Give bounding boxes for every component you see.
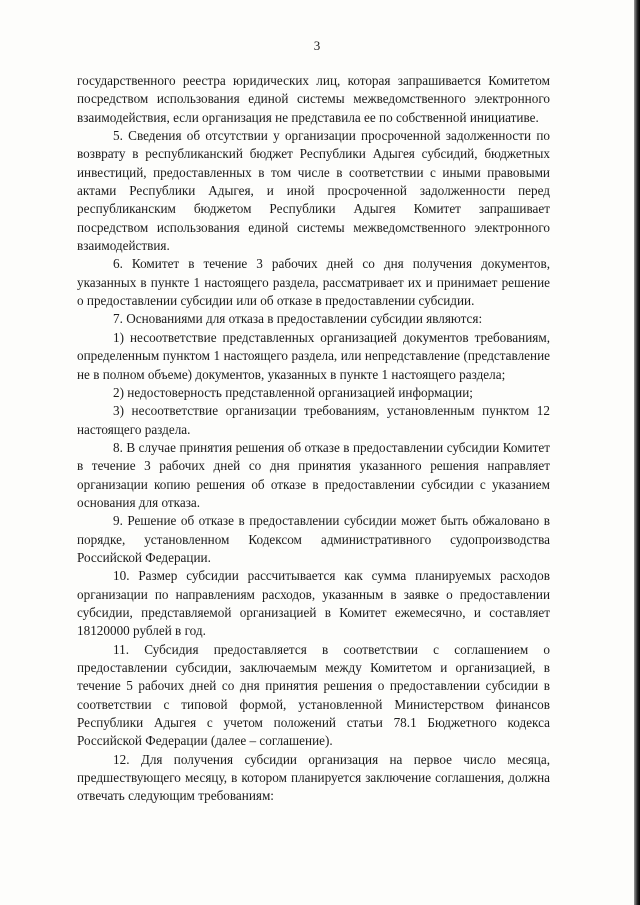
paragraph-6: 6. Комитет в течение 3 рабочих дней со дня получения документов, указанных в пункте 1 настоящего раздела, рассматривает их и принимает решение о предоставлении субсидии или об отказе в предоставлении субсидии.: [77, 256, 550, 309]
paragraph-5: 5. Сведения об отсутствии у организации просроченной задолженности по возврату в республиканский бюджет Республики Адыгея субсидий, бюджетных инвестиций, предоставленных в том числе в соответствии с иными правовыми актами Республики Адыгея, и иной просроченной задолженности перед республиканским бюджетом Республики Адыгея Комитет запрашивает посредством использования единой системы межведомственного электронного взаимодействия.: [77, 128, 550, 254]
paragraph-8: 8. В случае принятия решения об отказе в предоставлении субсидии Комитет в течение 3 рабочих дней со дня принятия указанного решения направляет организации копию решения об отказе в предоставлении субсидии с указанием основания для отказа.: [77, 439, 550, 510]
paragraph-7-item-3: 3) несоответствие организации требованиям, установленным пунктом 12 настоящего раздела.: [77, 403, 550, 437]
paragraph-7: 7. Основаниями для отказа в предоставлении субсидии являются:: [113, 311, 483, 327]
paragraph-7-item-2: 2) недостоверность представленной организацией информации;: [113, 384, 473, 400]
scan-page-edge: [634, 0, 640, 905]
document-body: [77, 72, 550, 806]
paragraph-9: 9. Решение об отказе в предоставлении субсидии может быть обжаловано в порядке, установленном Кодексом административного судопроизводства Российской Федерации.: [77, 513, 550, 565]
paragraph-10: 10. Размер субсидии рассчитывается как сумма планируемых расходов организации по направлениям расходов, указанным в заявке о предоставлении субсидии, представляемой организацией в Комитет ежемесячно, и составляет 18120000 рублей в год.: [77, 568, 550, 639]
page-number: 3: [313, 38, 321, 53]
paragraph-7-item-1: 1) несоответствие представленных организацией документов требованиям, определенным пунктом 1 настоящего раздела, или непредставление (представление не в полном объеме) документов, указанных в пункте 1 настоящего раздела;: [77, 329, 550, 382]
paragraph-12: 12. Для получения субсидии организация на первое число месяца, предшествующего месяцу, в котором планируется заключение соглашения, должна отвечать следующим требованиям:: [77, 751, 550, 804]
paragraph-11: 11. Субсидия предоставляется в соответствии с соглашением о предоставлении субсидии, заключаемым между Комитетом и организацией, в течение 5 рабочих дней со дня принятия решения о предоставлении субсидии в соответствии с типовой формой, установленной Министерством финансов Республики Адыгея с учетом положений статьи 78.1 Бюджетного кодекса Российской Федерации (далее – соглашение).: [77, 641, 550, 749]
paragraph-continuation: государственного реестра юридических лиц, которая запрашивается Комитетом посредством использования единой системы межведомственного электронного взаимодействия, если организация не представила ее по собственной инициативе.: [77, 73, 550, 125]
